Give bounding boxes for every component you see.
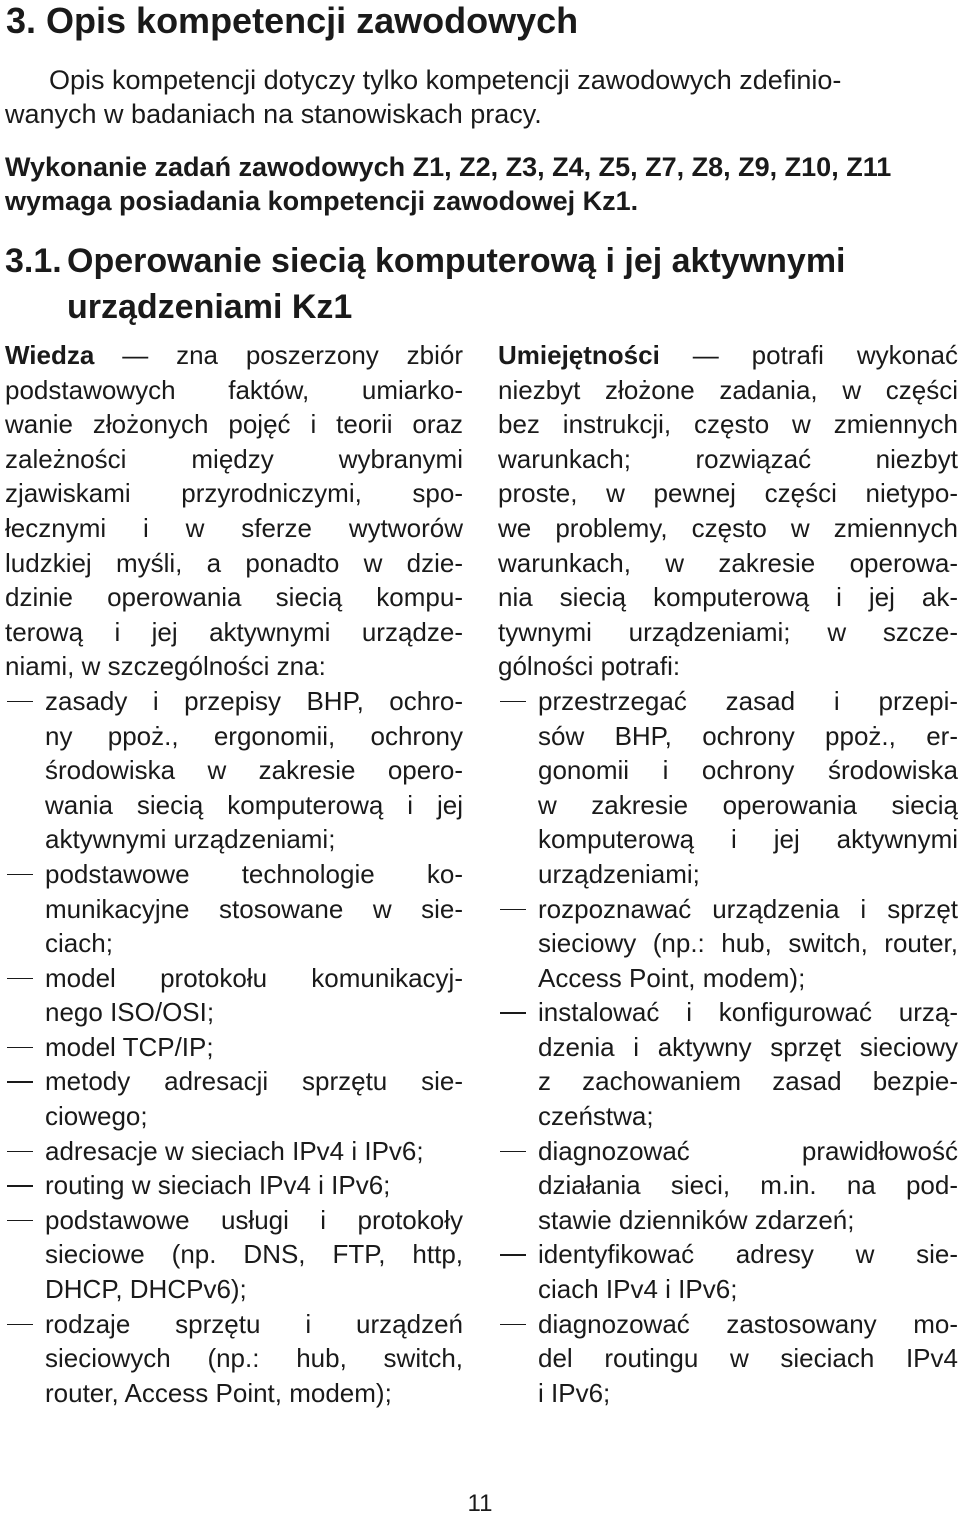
list-item-line: diagnozować prawidłowość (538, 1135, 958, 1166)
list-item-line: munikacyjne stosowane w sie- (45, 893, 463, 924)
list-item-line: identyfikować adresy w sie- (538, 1239, 958, 1270)
list-item-line: ciach IPv4 i IPv6; (538, 1274, 738, 1305)
list-item (5, 1307, 463, 1411)
knowledge-intro-line: zjawiskami przyrodniczymi, spo- (5, 478, 463, 509)
skills-intro-line: tywnymi urządzeniami; w szcze- (498, 616, 958, 647)
skills-heading: Umiejętności (498, 340, 660, 370)
requirement-line: wymaga posiadania kompetencji zawodowej Kz1. (5, 186, 639, 216)
knowledge-intro-line: łecznymi i w sferze wytworów (5, 512, 463, 543)
list-item-line: nego ISO/OSI; (45, 997, 215, 1028)
list-item (5, 684, 463, 857)
list-item-line: sów BHP, ochrony ppoż., er- (538, 720, 958, 751)
list-item (5, 961, 463, 1030)
skills-intro-line: we problemy, często w zmiennych (498, 512, 958, 543)
knowledge-intro-line: terową i jej aktywnymi urządze- (5, 616, 463, 647)
chapter-title: 3. Opis kompetencji zawodowych (6, 0, 579, 41)
list-item (5, 1203, 463, 1307)
list-item-line: rodzaje sprzętu i urządzeń (45, 1308, 463, 1339)
list-item-line: dzenia i aktywny sprzęt sieciowy (538, 1031, 958, 1062)
list-item (5, 1168, 463, 1203)
knowledge-column (5, 338, 463, 1410)
list-item-line: model TCP/IP; (45, 1031, 214, 1062)
list-item-line: przestrzegać zasad i przepi- (538, 685, 958, 716)
page-number: 11 (467, 1490, 493, 1517)
list-item-line: sieciowe (np. DNS, FTP, http, (45, 1239, 463, 1270)
list-item-line: del routingu w sieciach IPv4 (538, 1343, 958, 1374)
intro-line: wanych w badaniach na stanowiskach pracy. (5, 99, 542, 129)
list-item-line: rozpoznawać urządzenia i sprzęt (538, 893, 958, 924)
list-item-line: ciowego; (45, 1101, 148, 1132)
list-item-line: podstawowe usługi i protokoły (45, 1204, 463, 1235)
list-item (498, 1237, 958, 1306)
knowledge-intro-line: wanie złożonych pojęć i teorii oraz (5, 409, 463, 440)
list-item-line: urządzeniami; (538, 858, 700, 889)
list-item-line: router, Access Point, modem); (45, 1377, 392, 1408)
list-item (5, 1134, 463, 1169)
knowledge-intro-line: dzinie operowania siecią kompu- (5, 582, 463, 613)
list-item-line: DHCP, DHCPv6); (45, 1274, 247, 1305)
knowledge-list (5, 684, 463, 1410)
list-item-line: czeństwa; (538, 1101, 654, 1132)
knowledge-lead: zna poszerzony zbiór (176, 340, 463, 370)
list-item (5, 1030, 463, 1065)
list-item-line: zasady i przepisy BHP, ochro- (45, 685, 463, 716)
skills-heading-line: Umiejętności — potrafi wykonać (498, 340, 958, 370)
list-item (498, 995, 958, 1133)
section-number: 3.1. (5, 242, 62, 280)
section-title-line: urządzeniami Kz1 (67, 288, 353, 326)
skills-intro-line: proste, w pewnej części nietypo- (498, 478, 958, 509)
list-item-line: w zakresie operowania siecią (538, 789, 958, 820)
list-item-line: środowiska w zakresie opero- (45, 755, 463, 786)
list-item-line: adresacje w sieciach IPv4 i IPv6; (45, 1135, 424, 1166)
intro-line: Opis kompetencji dotyczy tylko kompetencji zawodowych zdefinio- (49, 65, 842, 95)
list-item (498, 1134, 958, 1238)
list-item-line: działania sieci, m.in. na pod- (538, 1170, 958, 1201)
skills-intro-line: niezbyt złożone zadania, w części (498, 374, 958, 405)
list-item-line: model protokołu komunikacyj- (45, 962, 463, 993)
list-item-line: wania siecią komputerową i jej (45, 789, 463, 820)
list-item-line: stawie dzienników zdarzeń; (538, 1204, 855, 1235)
skills-intro-line: warunkach, w zakresie operowa- (498, 547, 958, 578)
list-item-line: i IPv6; (538, 1377, 611, 1408)
knowledge-intro-line: ludzkiej myśli, a ponadto w dzie- (5, 547, 463, 578)
intro-paragraph (5, 63, 950, 131)
list-item-line: komputerową i jej aktywnymi (538, 824, 958, 855)
list-item-line: ny ppoż., ergonomii, ochrony (45, 720, 463, 751)
list-item-line: routing w sieciach IPv4 i IPv6; (45, 1170, 391, 1201)
knowledge-heading-line: Wiedza — zna poszerzony zbiór (5, 340, 463, 370)
list-item (5, 857, 463, 961)
skills-column (498, 338, 958, 1410)
list-item (5, 1064, 463, 1133)
skills-intro-line: bez instrukcji, często w zmiennych (498, 409, 958, 440)
knowledge-heading: Wiedza (5, 340, 95, 370)
requirement-paragraph (5, 150, 950, 218)
knowledge-intro-line: niami, w szczególności zna: (5, 651, 326, 682)
skills-intro-line: nia siecią komputerową i jej ak- (498, 582, 958, 613)
list-item-line: z zachowaniem zasad bezpie- (538, 1066, 958, 1097)
list-item-line: ciach; (45, 928, 113, 959)
list-item-line: podstawowe technologie ko- (45, 858, 463, 889)
list-item-line: metody adresacji sprzętu sie- (45, 1066, 463, 1097)
list-item (498, 684, 958, 892)
knowledge-intro-line: podstawowych faktów, umiarko- (5, 374, 463, 405)
skills-intro-line: warunkach; rozwiązać niezbyt (498, 443, 958, 474)
list-item-line: aktywnymi urządzeniami; (45, 824, 336, 855)
knowledge-intro-line: zależności między wybranymi (5, 443, 463, 474)
list-item-line: instalować i konfigurować urzą- (538, 997, 958, 1028)
skills-lead: potrafi wykonać (751, 340, 958, 370)
list-item-line: Access Point, modem); (538, 962, 806, 993)
requirement-line: Wykonanie zadań zawodowych Z1, Z2, Z3, Z4, Z5, Z7, Z8, Z9, Z10, Z11 (5, 152, 892, 182)
list-item-line: sieciowy (np.: hub, switch, router, (538, 928, 958, 959)
skills-intro-line: gólności potrafi: (498, 651, 681, 682)
section-title (5, 238, 950, 330)
list-item-line: gonomii i ochrony środowiska (538, 755, 958, 786)
list-item (498, 1307, 958, 1411)
list-item (498, 892, 958, 996)
list-item-line: sieciowych (np.: hub, switch, (45, 1343, 463, 1374)
list-item-line: diagnozować zastosowany mo- (538, 1308, 958, 1339)
section-title-line: Operowanie siecią komputerową i jej aktywnymi (67, 242, 846, 280)
skills-list (498, 684, 958, 1410)
